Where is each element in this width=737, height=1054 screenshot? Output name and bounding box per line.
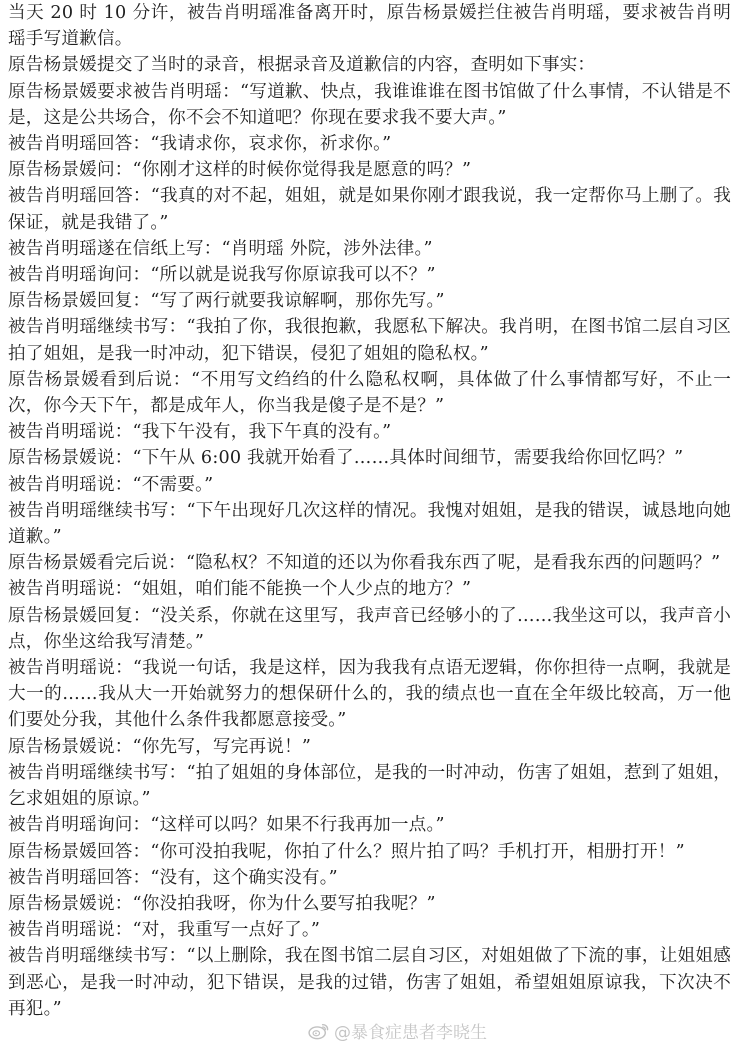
paragraph: 被告肖明瑶说：“我说一句话，我是这样，因为我我有点语无逻辑，你你担待一点啊，我就是大一的……我从大一开始就努力的想保研什么的，我的绩点也一直在全年级比较高，万一他们要处分我，其他什么条件我都愿意接受。” xyxy=(8,658,731,731)
paragraph: 原告杨景媛说：“你没拍我呀，你为什么要写拍我呢？” xyxy=(8,893,436,914)
paragraph: 原告杨景媛问：“你刚才这样的时候你觉得我是愿意的吗？” xyxy=(8,160,472,181)
paragraph: 被告肖明瑶遂在信纸上写：“肖明瑶 外院，涉外法律。” xyxy=(8,238,433,259)
paragraph: 原告杨景媛提交了当时的录音，根据录音及道歉信的内容，查明如下事实： xyxy=(8,55,596,76)
paragraph: 被告肖明瑶回答：“我请求你，哀求你，祈求你。” xyxy=(8,134,392,155)
paragraph: 被告肖明瑶继续书写：“拍了姐姐的身体部位，是我的一时冲动，伤害了姐姐，惹到了姐姐，乞求姐姐的原谅。” xyxy=(8,762,731,810)
paragraph: 被告肖明瑶继续书写：“以上删除，我在图书馆二层自习区，对姐姐做了下流的事，让姐姐感到恶心，是我一时冲动，犯下错误，是我的过错，伤害了姐姐，希望姐姐原谅我，下次决不再犯。” xyxy=(8,946,731,1019)
paragraph: 被告肖明瑶说：“我下午没有，我下午真的没有。” xyxy=(8,422,392,443)
paragraph: 被告肖明瑶询问：“所以就是说我写你原谅我可以不？” xyxy=(8,265,436,286)
paragraph: 原告杨景媛回复：“写了两行就要我谅解啊，那你先写。” xyxy=(8,291,445,312)
paragraph: 原告杨景媛说：“下午从 6:00 我就开始看了……具体时间细节，需要我给你回忆吗？” xyxy=(8,448,684,469)
paragraph: 原告杨景媛看到后说：“不用写文绉绉的什么隐私权啊，具体做了什么事情都写好，不止一次，你今天下午，都是成年人，你当我是傻子是不是？” xyxy=(8,369,731,417)
paragraph: 被告肖明瑶继续书写：“下午出现好几次这样的情况。我愧对姐姐，是我的错误，诚恳地向她道歉。” xyxy=(8,500,731,548)
paragraph: 当天 20 时 10 分许，被告肖明瑶准备离开时，原告杨景媛拦住被告肖明瑶，要求被告肖明瑶手写道歉信。 xyxy=(8,3,731,50)
paragraph: 原告杨景媛回复：“没关系，你就在这里写，我声音已经够小的了……我坐这可以，我声音小点，你坐这给我写清楚。” xyxy=(8,605,731,652)
paragraph: 被告肖明瑶说：“对，我重写一点好了。” xyxy=(8,920,321,941)
paragraph: 被告肖明瑶说：“姐姐，咱们能不能换一个人少点的地方？” xyxy=(8,579,472,600)
paragraph: 原告杨景媛说：“你先写，写完再说！” xyxy=(8,736,312,757)
watermark-text: @暴食症患者李晓生 xyxy=(334,1023,487,1043)
paragraph: 原告杨景媛看完后说：“隐私权？不知道的还以为你看我东西了呢，是看我东西的问题吗？” xyxy=(8,553,721,574)
paragraph: 被告肖明瑶说：“不需要。” xyxy=(8,474,214,495)
paragraph: 被告肖明瑶回答：“没有，这个确实没有。” xyxy=(8,867,338,888)
paragraph: 原告杨景媛要求被告肖明瑶：“写道歉、快点，我谁谁谁在图书馆做了什么事情，不认错是不是，这是公共场合，你不会不知道吧？你现在要求我不要大声。” xyxy=(8,81,731,128)
paragraph: 被告肖明瑶回答：“我真的对不起，姐姐，就是如果你刚才跟我说，我一定帮你马上删了。我保证，就是我错了。” xyxy=(8,186,731,233)
paragraph: 原告杨景媛回答：“你可没拍我呢，你拍了什么？照片拍了吗？手机打开，相册打开！” xyxy=(8,841,685,862)
paragraph: 被告肖明瑶询问：“这样可以吗？如果不行我再加一点。” xyxy=(8,815,445,836)
paragraph: 被告肖明瑶继续书写：“我拍了你，我很抱歉，我愿私下解决。我肖明，在图书馆二层自习区拍了姐姐，是我一时冲动，犯下错误，侵犯了姐姐的隐私权。” xyxy=(8,317,731,364)
